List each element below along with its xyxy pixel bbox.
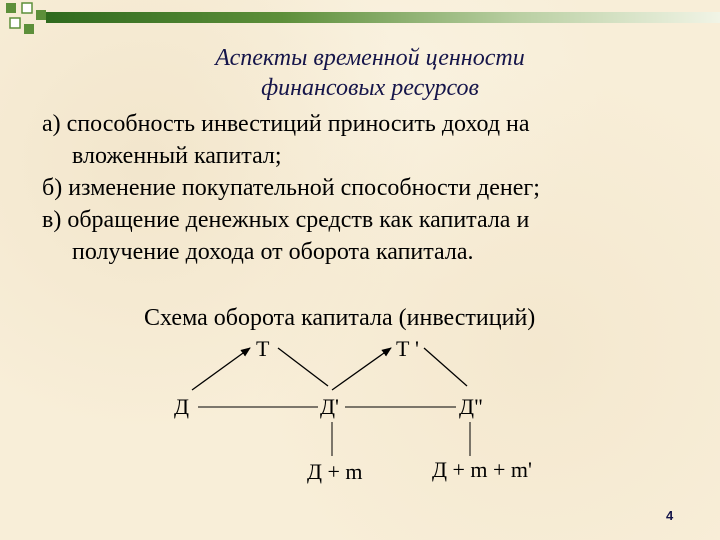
list-item-a: а) способность инвестиций приносить доход на: [42, 111, 530, 137]
node-d: Д: [174, 394, 190, 419]
node-d-plus-m: Д + m: [307, 459, 363, 484]
list-item-a-cont: вложенный капитал;: [72, 143, 282, 169]
list-item-c-cont: получение дохода от оборота капитала.: [72, 239, 474, 265]
scheme-title: Схема оборота капитала (инвестиций): [144, 305, 536, 331]
title-line-2: финансовых ресурсов: [261, 75, 479, 101]
arrow-d-to-t: [192, 348, 250, 390]
node-d-double-prime: Д": [459, 394, 483, 419]
arrow-d1-to-t2: [332, 348, 391, 390]
node-t-prime: Т ': [396, 336, 419, 361]
node-t: Т: [256, 336, 270, 361]
line-t-to-d1: [278, 348, 328, 386]
node-d-plus-m-plus-m-prime: Д + m + m': [432, 457, 533, 482]
line-t2-to-d2: [424, 348, 467, 386]
title-line-1: Аспекты временной ценности: [215, 45, 525, 71]
list-item-c: в) обращение денежных средств как капитала и: [42, 207, 530, 233]
page-number: 4: [666, 508, 674, 523]
node-d-prime: Д': [320, 394, 339, 419]
list-item-b: б) изменение покупательной способности денег;: [42, 175, 540, 201]
